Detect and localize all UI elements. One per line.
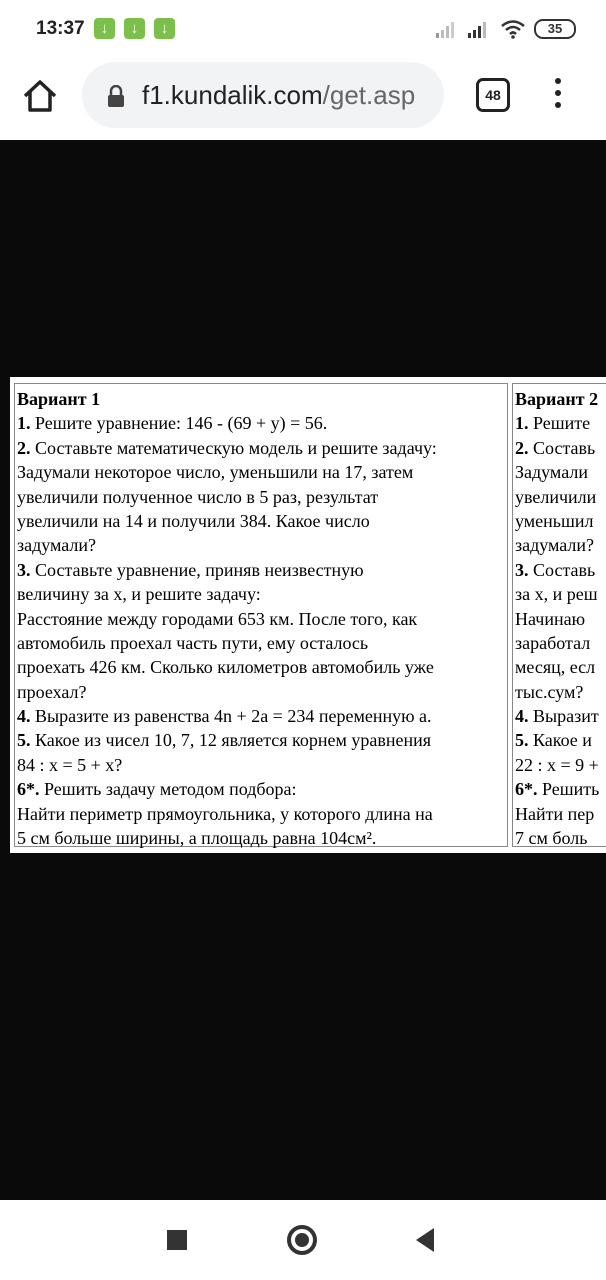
task-text: Решите	[528, 413, 591, 434]
document-line	[17, 631, 437, 655]
task-text: Расстояние между городами 653 км. После того, как	[17, 608, 418, 629]
task-text: увеличили полученное число в 5 раз, результат	[17, 486, 379, 507]
task-text: проехал?	[17, 681, 87, 702]
back-button[interactable]	[416, 1228, 434, 1252]
document-line	[17, 533, 437, 557]
document-line	[17, 704, 437, 728]
system-nav-bar	[0, 1200, 606, 1280]
signal-icon	[436, 20, 460, 38]
url-path: /get.asp	[322, 80, 416, 110]
battery-icon: 35	[534, 19, 576, 39]
document-line	[515, 680, 599, 704]
url-domain: f1.kundalik.com	[142, 80, 323, 110]
variant-1-title: Вариант 1	[17, 389, 101, 409]
document-line	[17, 460, 437, 484]
task-number: 1.	[515, 413, 529, 434]
task-text: Начинаю	[515, 608, 586, 629]
task-text: Найти периметр прямоугольника, у которого длина на	[17, 803, 433, 824]
task-text: 5 см больше ширины, а площадь равна 104см².	[17, 828, 377, 849]
task-text: 84 : x = 5 + x?	[17, 754, 123, 775]
document-line	[515, 436, 599, 460]
status-icons	[436, 18, 576, 40]
document-line	[515, 704, 599, 728]
recent-apps-button[interactable]	[167, 1230, 187, 1250]
document-line	[515, 631, 599, 655]
document-line	[17, 777, 437, 801]
download-notification-icon: ↓	[94, 18, 115, 39]
task-text: задумали?	[17, 535, 97, 556]
document-line	[17, 826, 437, 850]
document-line	[17, 558, 437, 582]
task-text: Какое и	[528, 730, 592, 751]
document-line	[515, 485, 599, 509]
document-line	[515, 411, 599, 435]
document-line	[17, 680, 437, 704]
task-text: увеличили	[515, 486, 597, 507]
document-line	[17, 655, 437, 679]
task-text: Составьте уравнение, приняв неизвестную	[30, 559, 364, 580]
task-text: Выразит	[528, 706, 599, 727]
task-text: 7 см боль	[515, 828, 588, 849]
task-number: 3.	[17, 559, 31, 580]
task-text: Задумали некоторое число, уменьшили на 17, затем	[17, 462, 414, 483]
task-text: Составь	[528, 559, 596, 580]
document-line	[515, 582, 599, 606]
document-line	[515, 558, 599, 582]
variant-2-text	[515, 387, 599, 850]
task-text: Решить	[537, 779, 600, 800]
variant-1-cell	[14, 383, 508, 847]
document-line	[515, 655, 599, 679]
task-text: Выразите из равенства 4n + 2a = 234 переменную a.	[30, 706, 432, 727]
browser-toolbar	[0, 58, 606, 140]
document-line	[515, 509, 599, 533]
document-line	[17, 582, 437, 606]
variant-2-cell	[512, 383, 606, 847]
task-number: 6*.	[515, 779, 538, 800]
task-number: 2.	[17, 437, 31, 458]
lock-icon	[106, 85, 126, 107]
task-text: задумали?	[515, 535, 595, 556]
task-text: Какое из чисел 10, 7, 12 является корнем уравнения	[30, 730, 432, 751]
task-text: месяц, есл	[515, 657, 596, 678]
document-line	[17, 753, 437, 777]
document-line	[515, 753, 599, 777]
document-line	[17, 411, 437, 435]
task-number: 1.	[17, 413, 31, 434]
document-line	[17, 802, 437, 826]
address-bar[interactable]	[82, 62, 444, 128]
more-menu-icon[interactable]	[552, 78, 564, 112]
task-number: 4.	[17, 706, 31, 727]
status-bar	[0, 0, 606, 58]
task-text: Решите уравнение: 146 - (69 + у) = 56.	[30, 413, 328, 434]
task-number: 2.	[515, 437, 529, 458]
url-text	[142, 80, 415, 111]
variant-2-title: Вариант 2	[515, 389, 599, 409]
download-notification-icon: ↓	[124, 18, 145, 39]
task-text: за x, и реш	[515, 584, 598, 605]
tab-switcher-button[interactable]: 48	[476, 78, 510, 112]
status-time: 13:37	[36, 18, 85, 39]
task-text: тыс.сум?	[515, 681, 584, 702]
task-number: 4.	[515, 706, 529, 727]
wifi-icon	[500, 19, 526, 39]
task-text: автомобиль проехал часть пути, ему осталось	[17, 632, 369, 653]
document-line	[515, 533, 599, 557]
document-line	[17, 436, 437, 460]
task-number: 5.	[17, 730, 31, 751]
document-line	[515, 460, 599, 484]
document-line	[17, 607, 437, 631]
document-line	[515, 777, 599, 801]
task-text: проехать 426 км. Сколько километров автомобиль уже	[17, 657, 434, 678]
document-line	[17, 485, 437, 509]
document-line	[515, 607, 599, 631]
document-line	[17, 728, 437, 752]
signal-icon	[468, 20, 492, 38]
home-button[interactable]	[287, 1225, 317, 1255]
document-image	[10, 377, 606, 853]
task-text: уменьшил	[515, 510, 594, 531]
home-icon[interactable]	[20, 76, 60, 116]
task-text: Найти пер	[515, 803, 595, 824]
task-number: 3.	[515, 559, 529, 580]
document-line	[515, 728, 599, 752]
document-line	[515, 826, 599, 850]
task-number: 6*.	[17, 779, 40, 800]
download-notification-icon: ↓	[154, 18, 175, 39]
task-text: увеличили на 14 и получили 384. Какое число	[17, 510, 370, 531]
task-text: Составь	[528, 437, 596, 458]
document-line	[17, 509, 437, 533]
task-text: Задумали	[515, 462, 588, 483]
task-number: 5.	[515, 730, 529, 751]
task-text: заработал	[515, 632, 591, 653]
task-text: Решить задачу методом подбора:	[39, 779, 297, 800]
document-line	[515, 802, 599, 826]
task-text: величину за x, и решите задачу:	[17, 584, 261, 605]
variant-1-text	[17, 387, 437, 850]
task-text: Составьте математическую модель и решите задачу:	[30, 437, 437, 458]
task-text: 22 : x = 9 +	[515, 754, 599, 775]
